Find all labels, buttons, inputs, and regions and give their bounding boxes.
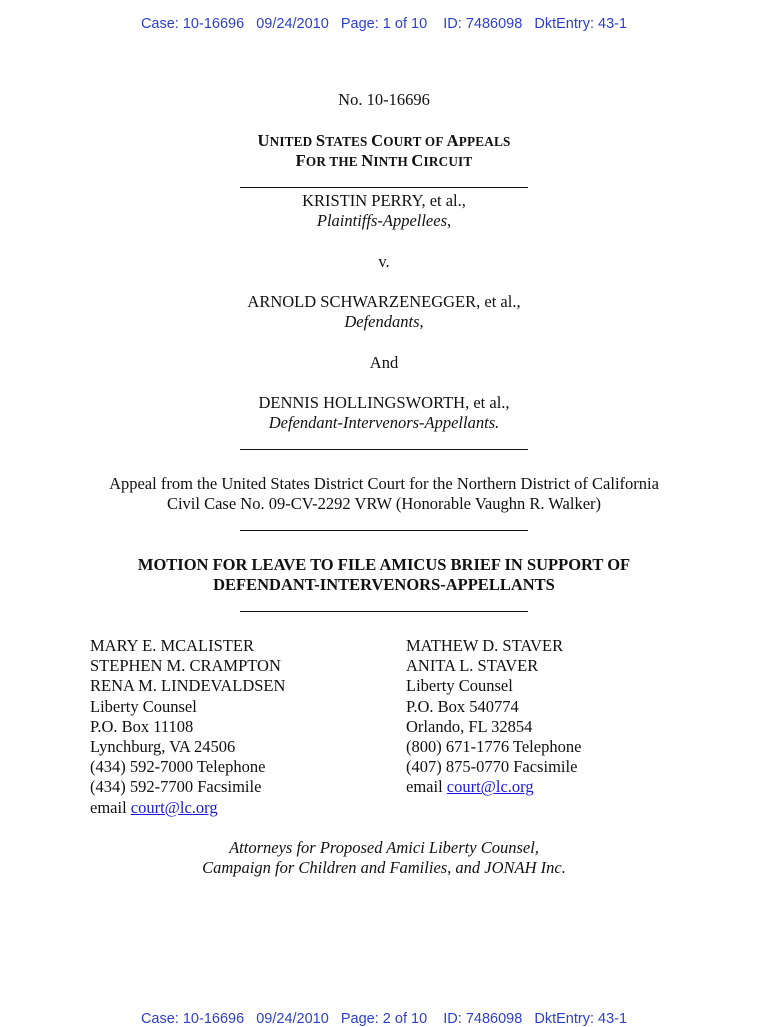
counsel-line: MATHEW D. STAVER xyxy=(406,636,564,655)
email-link[interactable]: court@lc.org xyxy=(130,797,218,817)
counsel-line: P.O. Box 540774 xyxy=(406,696,519,716)
versus-text: v. xyxy=(378,252,390,271)
attorneys-for-line-1: Attorneys for Proposed Amici Liberty Counsel, xyxy=(229,838,539,857)
counsel-line: ANITA L. STAVER xyxy=(406,656,539,676)
case-header-stamp: Case: 10-16696 09/24/2010 Page: 1 of 10 ID: 7486098 DktEntry: 43-1 xyxy=(140,16,628,32)
plaintiff-role: Plaintiffs-Appellees, xyxy=(316,211,452,230)
counsel-line: (407) 875-0770 Facsimile xyxy=(406,757,578,777)
divider-rule xyxy=(240,187,528,188)
next-page-header-stamp: Case: 10-16696 09/24/2010 Page: 2 of 10 ID: 7486098 DktEntry: 43-1 xyxy=(140,1011,628,1027)
attorneys-for-line-2: Campaign for Children and Families, and JONAH Inc. xyxy=(202,858,566,877)
counsel-line: (434) 592-7700 Facsimile xyxy=(90,777,262,797)
counsel-line: P.O. Box 11108 xyxy=(90,716,194,736)
counsel-block-right xyxy=(406,636,581,798)
court-name-line-2: FOR THE NINTH CIRCUIT xyxy=(295,151,473,170)
divider-rule xyxy=(240,530,528,531)
motion-title-line-2: DEFENDANT-INTERVENORS-APPELLANTS xyxy=(213,575,555,594)
counsel-line: MARY E. MCALISTER xyxy=(90,636,254,655)
plaintiff-name: KRISTIN PERRY, et al., xyxy=(302,191,466,210)
counsel-block-left xyxy=(90,636,285,818)
case-number: No. 10-16696 xyxy=(338,90,430,109)
email-link[interactable]: court@lc.org xyxy=(446,777,534,797)
defendant-name: ARNOLD SCHWARZENEGGER, et al., xyxy=(247,292,521,311)
divider-rule xyxy=(240,449,528,450)
counsel-email-line: email court@lc.org xyxy=(406,777,534,797)
counsel-email-line: email court@lc.org xyxy=(90,797,218,817)
motion-title-line-1: MOTION FOR LEAVE TO FILE AMICUS BRIEF IN SUPPORT OF xyxy=(137,555,631,574)
counsel-line: RENA M. LINDEVALDSEN xyxy=(90,676,286,696)
appeal-origin: Appeal from the United States District Court for the Northern District of California xyxy=(109,474,659,493)
counsel-line: STEPHEN M. CRAMPTON xyxy=(90,656,281,676)
intervenor-role: Defendant-Intervenors-Appellants. xyxy=(268,413,500,432)
counsel-line: Liberty Counsel xyxy=(406,676,513,696)
court-name-line-1: UNITED STATES COURT OF APPEALS xyxy=(257,131,511,150)
counsel-line: (800) 671-1776 Telephone xyxy=(406,736,582,756)
counsel-line: Lynchburg, VA 24506 xyxy=(90,736,236,756)
intervenor-name: DENNIS HOLLINGSWORTH, et al., xyxy=(258,393,510,412)
divider-rule xyxy=(240,611,528,612)
defendant-role: Defendants, xyxy=(344,312,424,331)
civil-case-number: Civil Case No. 09-CV-2292 VRW (Honorable Vaughn R. Walker) xyxy=(166,494,602,513)
counsel-line: Orlando, FL 32854 xyxy=(406,716,533,736)
conjunction-text: And xyxy=(369,353,399,372)
counsel-line: Liberty Counsel xyxy=(90,696,197,716)
counsel-line: (434) 592-7000 Telephone xyxy=(90,757,266,777)
